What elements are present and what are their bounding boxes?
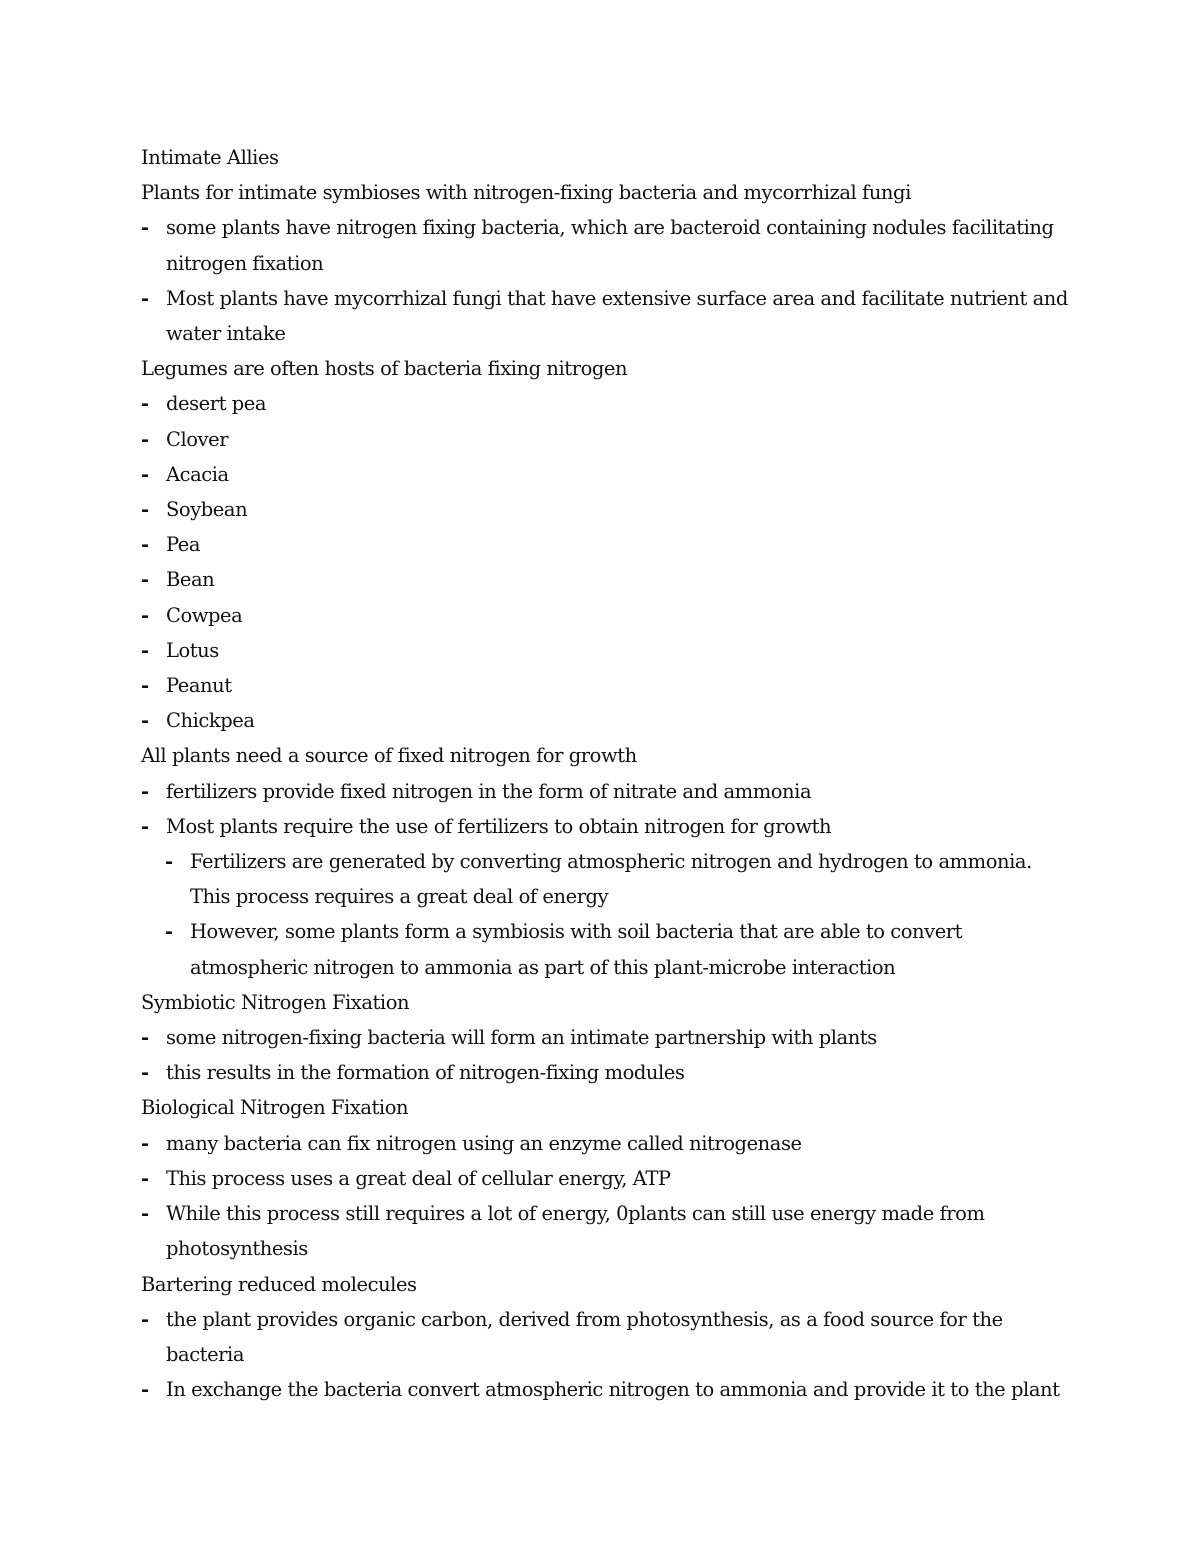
bullet-text: Soybean	[166, 498, 248, 522]
bullet-item	[141, 703, 1071, 738]
section-heading: Symbiotic Nitrogen Fixation	[141, 990, 410, 1014]
bullet-dash-icon: -	[141, 1202, 149, 1226]
bullet-text: Cowpea	[166, 603, 243, 627]
bullet-item	[141, 386, 1071, 421]
bullet-dash-icon: -	[141, 1307, 149, 1331]
bullet-dash-icon: -	[141, 427, 149, 451]
section-heading: Intimate Allies	[141, 146, 279, 169]
bullet-dash-icon: -	[141, 1166, 149, 1190]
bullet-item	[141, 422, 1071, 457]
bullet-item	[141, 1055, 1071, 1090]
bullet-text: Pea	[166, 533, 201, 557]
section-subheading: Plants for intimate symbioses with nitrogen-fixing bacteria and mycorrhizal fungi	[141, 181, 911, 205]
bullet-dash-icon: -	[141, 638, 149, 662]
bullet-item	[141, 1126, 1071, 1161]
bullet-dash-icon: -	[141, 1378, 149, 1402]
bullet-dash-icon: -	[141, 216, 149, 240]
bullet-dash-icon: -	[141, 286, 149, 310]
bullet-text: fertilizers provide fixed nitrogen in the form of nitrate and ammonia	[166, 779, 812, 803]
bullet-text: Chickpea	[166, 709, 255, 733]
section-heading: Bartering reduced molecules	[141, 1272, 417, 1296]
bullet-text: Most plants require the use of fertilizers to obtain nitrogen for growth	[166, 814, 832, 838]
bullet-item	[141, 633, 1071, 668]
document-body	[141, 140, 1071, 1407]
section-heading: Legumes are often hosts of bacteria fixing nitrogen	[141, 357, 628, 381]
bullet-dash-icon: -	[141, 392, 149, 416]
bullet-item	[141, 598, 1071, 633]
bullet-dash-icon: -	[141, 814, 149, 838]
bullet-dash-icon: -	[141, 568, 149, 592]
bullet-text: This process uses a great deal of cellular energy, ATP	[166, 1166, 671, 1190]
bullet-item	[141, 1302, 1071, 1372]
bullet-text: the plant provides organic carbon, derived from photosynthesis, as a food source for the bacteria	[166, 1307, 1003, 1366]
bullet-item	[141, 774, 1071, 809]
bullet-item	[141, 1020, 1071, 1055]
bullet-dash-icon: -	[141, 498, 149, 522]
bullet-dash-icon: -	[141, 462, 149, 486]
bullet-item	[141, 668, 1071, 703]
bullet-dash-icon: -	[141, 533, 149, 557]
bullet-dash-icon: -	[141, 709, 149, 733]
bullet-item	[141, 281, 1071, 351]
bullet-text: this results in the formation of nitrogen-fixing modules	[166, 1061, 685, 1085]
bullet-text: desert pea	[166, 392, 267, 416]
bullet-dash-icon: -	[141, 1026, 149, 1050]
sub-bullet-item	[165, 914, 1071, 984]
bullet-dash-icon: -	[141, 603, 149, 627]
bullet-text: Acacia	[166, 462, 229, 486]
bullet-text: some plants have nitrogen fixing bacteria, which are bacteroid containing nodules facilitating nitrogen fixation	[166, 216, 1054, 275]
sub-bullet-item	[165, 844, 1071, 914]
bullet-item	[141, 1161, 1071, 1196]
section-heading: All plants need a source of fixed nitrogen for growth	[141, 744, 637, 768]
bullet-text: However, some plants form a symbiosis with soil bacteria that are able to convert atmospheric nitrogen to ammonia as part of this plant-microbe interaction	[190, 920, 963, 979]
bullet-item	[141, 210, 1071, 280]
bullet-dash-icon: -	[165, 920, 173, 944]
bullet-text: Clover	[166, 427, 229, 451]
bullet-text: some nitrogen-fixing bacteria will form an intimate partnership with plants	[166, 1026, 877, 1050]
bullet-item	[141, 1372, 1071, 1407]
bullet-dash-icon: -	[141, 674, 149, 698]
bullet-item	[141, 492, 1071, 527]
bullet-text: Bean	[166, 568, 215, 592]
bullet-item	[141, 527, 1071, 562]
bullet-item	[141, 1196, 1071, 1266]
bullet-dash-icon: -	[141, 1061, 149, 1085]
bullet-text: many bacteria can fix nitrogen using an enzyme called nitrogenase	[166, 1131, 802, 1155]
bullet-text: Peanut	[166, 674, 232, 698]
bullet-text: Lotus	[166, 638, 219, 662]
section-heading: Biological Nitrogen Fixation	[141, 1096, 409, 1120]
bullet-text: Most plants have mycorrhizal fungi that have extensive surface area and facilitate nutrient and water intake	[166, 286, 1068, 346]
bullet-text: Fertilizers are generated by converting atmospheric nitrogen and hydrogen to ammonia. This process requires a great deal of energy	[190, 850, 1032, 909]
bullet-dash-icon: -	[141, 779, 149, 803]
bullet-dash-icon: -	[141, 1131, 149, 1155]
bullet-item	[141, 809, 1071, 844]
bullet-dash-icon: -	[165, 850, 173, 874]
bullet-item	[141, 457, 1071, 492]
bullet-text: In exchange the bacteria convert atmospheric nitrogen to ammonia and provide it to the plant	[166, 1378, 1060, 1402]
bullet-text: While this process still requires a lot of energy, 0plants can still use energy made from photosynthesis	[166, 1202, 985, 1261]
bullet-item	[141, 562, 1071, 597]
